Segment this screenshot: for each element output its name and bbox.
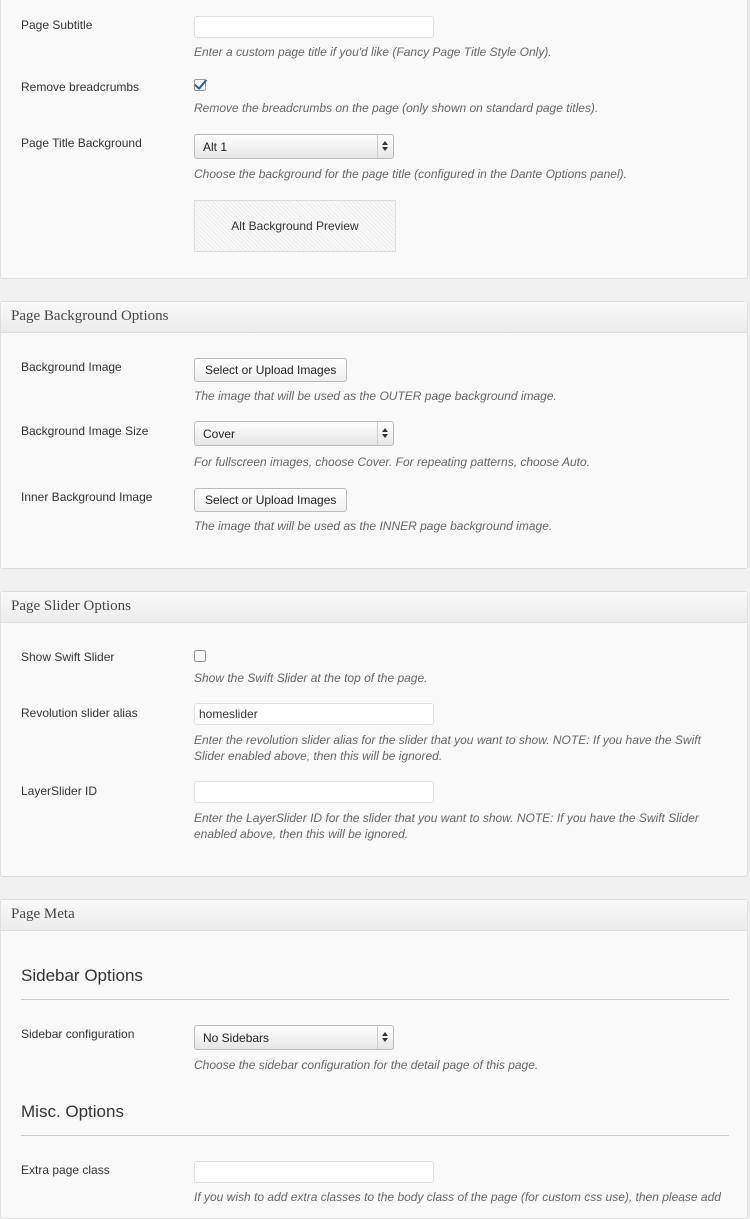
background-image-label: Background Image bbox=[21, 360, 122, 374]
sidebar-configuration-label: Sidebar configuration bbox=[21, 1027, 135, 1041]
select-arrows-icon bbox=[377, 422, 393, 445]
select-arrows-icon bbox=[377, 1026, 393, 1049]
background-image-upload-button[interactable]: Select or Upload Images bbox=[194, 358, 347, 382]
page-title-background-select[interactable] bbox=[194, 134, 394, 159]
sidebar-configuration-desc: Choose the sidebar configuration for the detail page of this page. bbox=[194, 1058, 539, 1072]
background-image-size-label: Background Image Size bbox=[21, 424, 149, 438]
revolution-slider-alias-input[interactable]: homeslider bbox=[194, 703, 434, 725]
extra-page-class-label: Extra page class bbox=[21, 1163, 110, 1177]
extra-page-class-input[interactable] bbox=[194, 1161, 434, 1183]
checkmark-icon bbox=[194, 76, 207, 90]
page-subtitle-desc: Enter a custom page title if you'd like (Fancy Page Title Style Only). bbox=[194, 45, 552, 59]
remove-breadcrumbs-label: Remove breadcrumbs bbox=[21, 80, 140, 94]
page-background-options-box bbox=[0, 301, 748, 569]
layerslider-id-desc: Enter the LayerSlider ID for the slider that you want to show. NOTE: If you have the Swift Slider enabled above, then this will be ignored. bbox=[194, 811, 699, 841]
sidebar-options-heading: Sidebar Options bbox=[21, 966, 143, 985]
page-meta-box bbox=[0, 899, 748, 1219]
layerslider-id-label: LayerSlider ID bbox=[21, 784, 98, 798]
page-title-options-box bbox=[0, 0, 748, 279]
page-subtitle-label: Page Subtitle bbox=[21, 18, 93, 32]
revolution-slider-alias-desc: Enter the revolution slider alias for the slider that you want to show. NOTE: If you have the Swift Slider enabled above, then this will be ignored. bbox=[194, 733, 701, 763]
sidebar-configuration-value: No Sidebars bbox=[203, 1031, 270, 1045]
remove-breadcrumbs-checkbox[interactable] bbox=[194, 79, 206, 91]
revolution-slider-alias-label: Revolution slider alias bbox=[21, 706, 138, 720]
show-swift-slider-desc: Show the Swift Slider at the top of the page. bbox=[194, 671, 428, 685]
page-meta-header[interactable]: Page Meta bbox=[1, 900, 747, 931]
inner-background-image-upload-button[interactable]: Select or Upload Images bbox=[194, 488, 347, 512]
layerslider-id-input[interactable] bbox=[194, 781, 434, 803]
background-image-size-value: Cover bbox=[203, 427, 236, 441]
page-slider-options-box bbox=[0, 591, 748, 877]
page-title-background-value: Alt 1 bbox=[203, 140, 228, 154]
extra-page-class-desc: If you wish to add extra classes to the body class of the page (for custom css use), then please add bbox=[194, 1190, 721, 1204]
show-swift-slider-label: Show Swift Slider bbox=[21, 650, 115, 664]
remove-breadcrumbs-desc: Remove the breadcrumbs on the page (only shown on standard page titles). bbox=[194, 101, 599, 115]
background-image-size-select[interactable] bbox=[194, 421, 394, 446]
page-subtitle-input[interactable] bbox=[194, 16, 434, 38]
background-image-desc: The image that will be used as the OUTER page background image. bbox=[194, 389, 557, 403]
sidebar-configuration-select[interactable] bbox=[194, 1025, 394, 1050]
misc-options-heading: Misc. Options bbox=[21, 1102, 124, 1121]
section-divider bbox=[21, 999, 729, 1000]
select-arrows-icon bbox=[377, 135, 393, 158]
inner-background-image-label: Inner Background Image bbox=[21, 490, 153, 504]
page-title-background-label: Page Title Background bbox=[21, 136, 142, 150]
page-title-background-desc: Choose the background for the page title (configured in the Dante Options panel). bbox=[194, 167, 627, 181]
background-image-size-desc: For fullscreen images, choose Cover. For repeating patterns, choose Auto. bbox=[194, 455, 590, 469]
inner-background-image-desc: The image that will be used as the INNER page background image. bbox=[194, 519, 553, 533]
section-divider bbox=[21, 1135, 729, 1136]
page-background-options-header[interactable]: Page Background Options bbox=[1, 302, 747, 333]
page-slider-options-header[interactable]: Page Slider Options bbox=[1, 592, 747, 623]
alt-background-preview: Alt Background Preview bbox=[194, 200, 396, 252]
show-swift-slider-checkbox[interactable] bbox=[194, 650, 206, 662]
